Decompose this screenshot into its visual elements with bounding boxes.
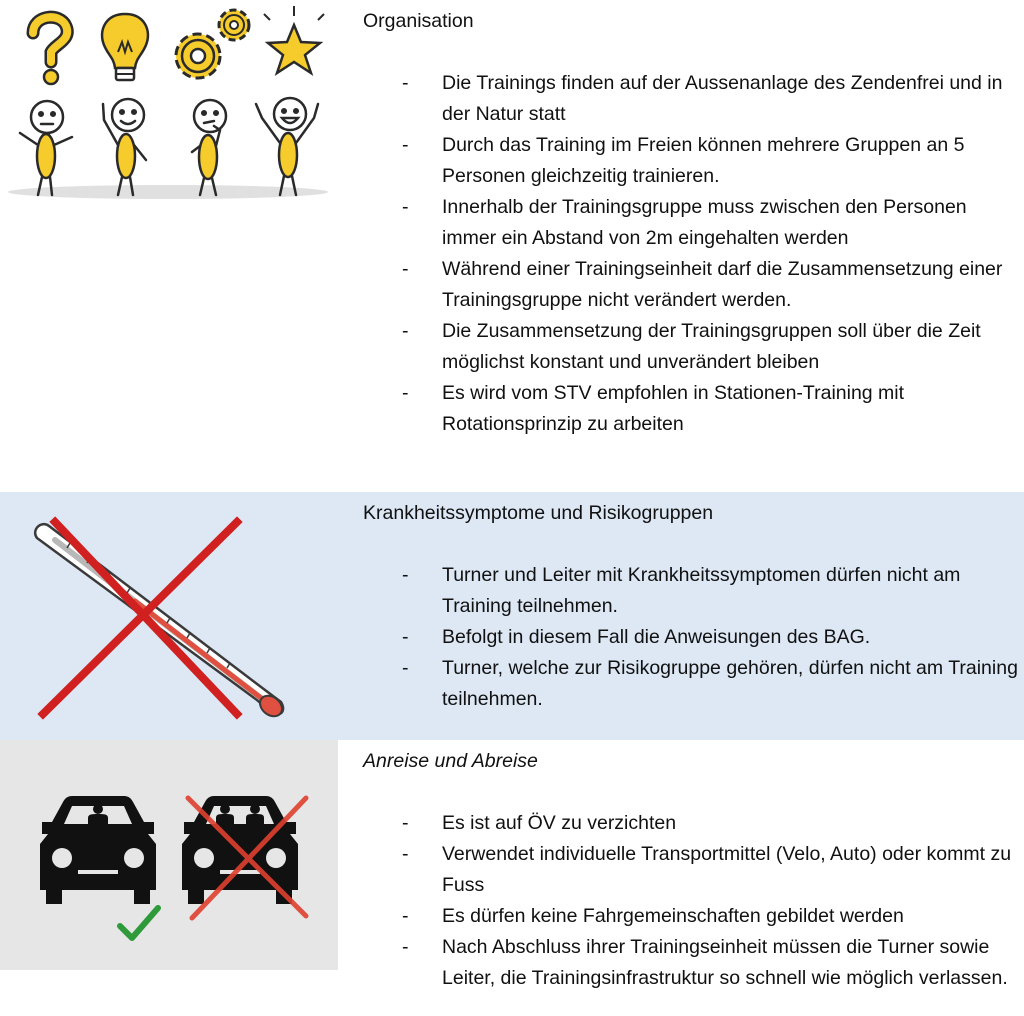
krankheit-list — [363, 560, 1018, 715]
star-icon — [264, 6, 324, 73]
checkmark-icon — [120, 908, 158, 938]
list-item: - Es dürfen keine Fahrgemeinschaften gebildet werden — [402, 905, 904, 927]
list-item: - Es ist auf ÖV zu verzichten — [402, 812, 677, 834]
question-mark-icon — [33, 17, 67, 84]
car-illustration — [0, 740, 338, 970]
anreise-list — [363, 808, 1018, 994]
list-item: - Es wird vom STV empfohlen in Stationen-Training mit Rotationsprinzip zu arbeiten — [402, 382, 905, 435]
gears-icon — [176, 10, 249, 78]
list-item: - Die Trainings finden auf der Aussenanlage des Zendenfrei und in der Natur statt — [402, 72, 1003, 125]
list-item: - Befolgt in diesem Fall die Anweisungen des BAG. — [402, 626, 871, 648]
stick-figure — [103, 99, 146, 195]
list-item: - Innerhalb der Trainingsgruppe muss zwischen den Personen immer ein Abstand von 2m eingehalten werden — [402, 196, 967, 249]
lightbulb-icon — [102, 14, 148, 80]
stick-figures-illustration — [0, 0, 340, 205]
anreise-content — [363, 746, 1018, 994]
section-heading: Organisation — [363, 10, 474, 32]
thermometer-illustration — [15, 502, 305, 732]
organisation-list — [363, 68, 1018, 440]
krankheit-content — [363, 498, 1018, 715]
car-single-driver-icon — [40, 796, 156, 904]
list-item: - Durch das Training im Freien können mehrere Gruppen an 5 Personen gleichzeitig trainieren. — [402, 134, 965, 187]
stick-figure — [192, 100, 226, 195]
list-item: - Turner, welche zur Risikogruppe gehören, dürfen nicht am Training teilnehmen. — [402, 657, 1018, 710]
section-anreise — [0, 740, 1024, 1016]
list-item: - Turner und Leiter mit Krankheitssymptomen dürfen nicht am Training teilnehmen. — [402, 564, 961, 617]
section-krankheit — [0, 492, 1024, 740]
section-heading: Anreise und Abreise — [363, 750, 538, 772]
stick-figure — [256, 98, 318, 195]
stick-figure — [20, 101, 72, 195]
list-item: - Die Zusammensetzung der Trainingsgruppen soll über die Zeit möglichst konstant und unverändert bleiben — [402, 320, 981, 373]
list-item: - Verwendet individuelle Transportmittel (Velo, Auto) oder kommt zu Fuss — [402, 843, 1012, 896]
section-organisation — [0, 0, 1024, 492]
list-item: - Nach Abschluss ihrer Trainingseinheit müssen die Turner sowie Leiter, die Trainingsinfrastruktur so schnell wie möglich verlassen. — [402, 936, 1008, 989]
organisation-content — [363, 6, 1018, 440]
section-heading: Krankheitssymptome und Risikogruppen — [363, 502, 714, 524]
list-item: - Während einer Trainingseinheit darf die Zusammensetzung einer Trainingsgruppe nicht verändert werden. — [402, 258, 1003, 311]
thermometer-icon — [35, 524, 286, 720]
